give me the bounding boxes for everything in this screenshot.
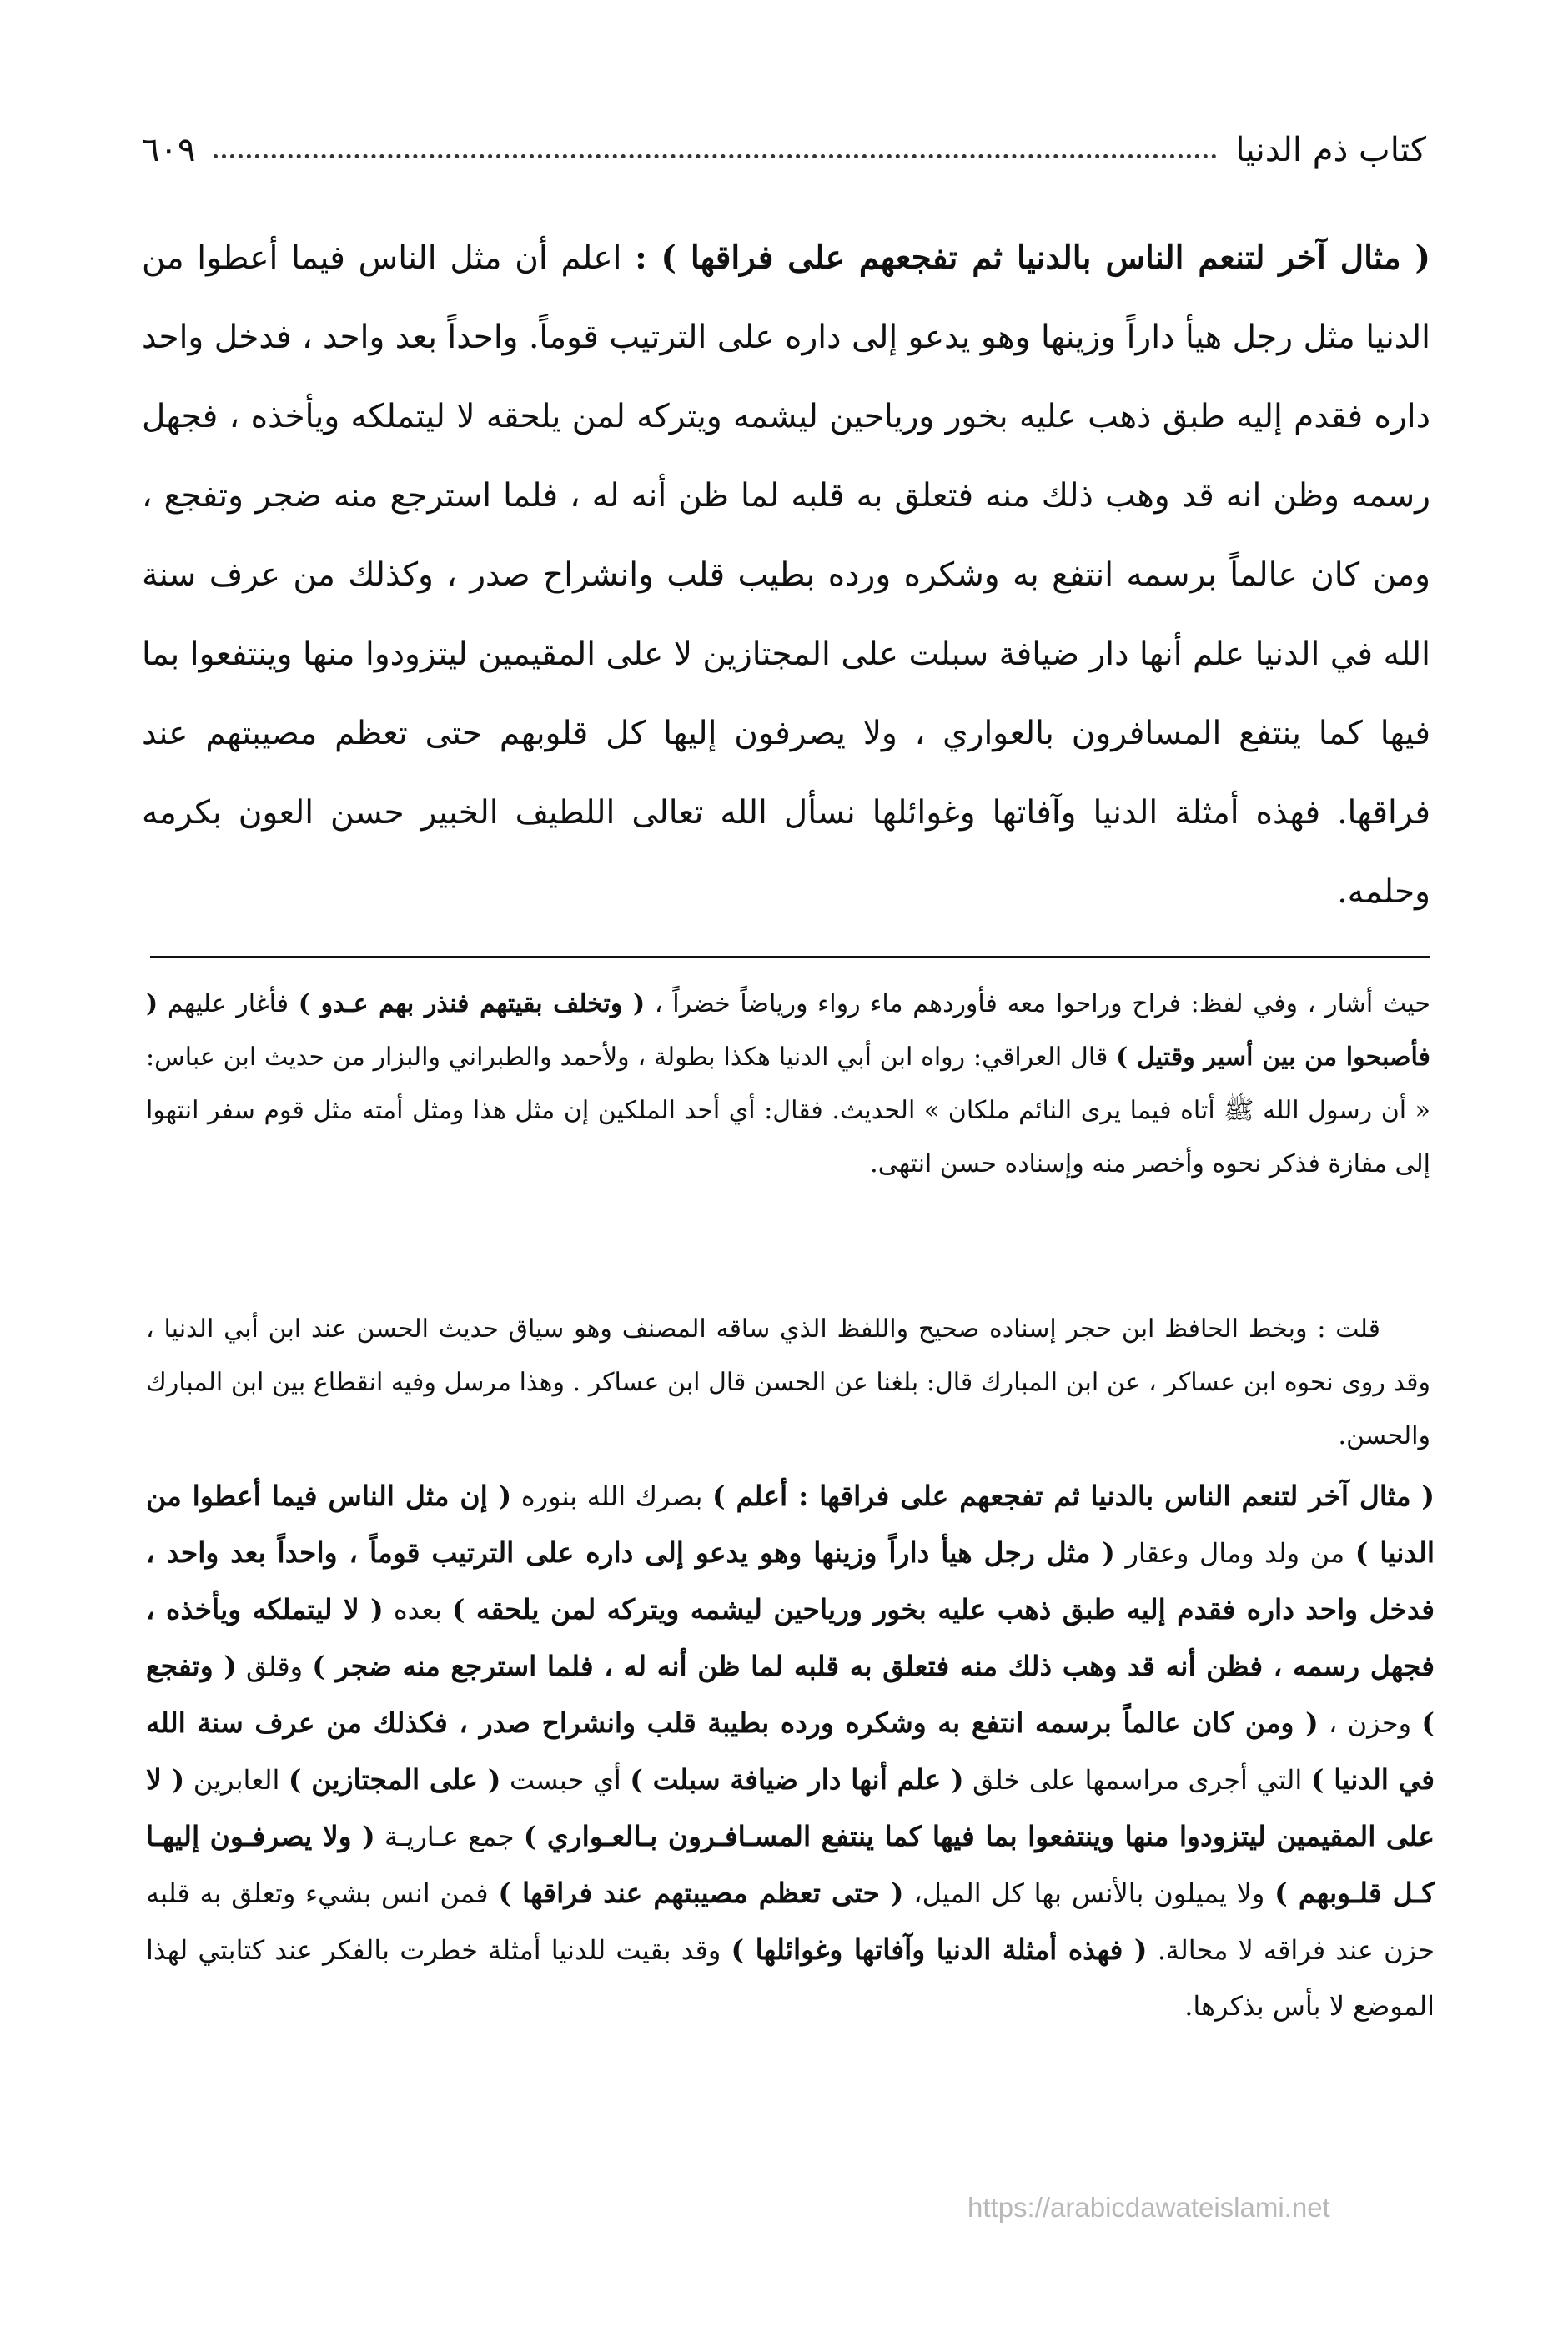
page-header — [142, 125, 1426, 175]
main-heading: ( مثال آخر لتنعم الناس بالدنيا ثم تفجعهم على فراقها ) : — [635, 239, 1431, 277]
commentary-text-1: بصرك الله بنوره — [520, 1480, 703, 1512]
running-title: كتاب ذم الدنيا — [1235, 131, 1426, 169]
footnote-paragraph-1 — [146, 978, 1430, 1191]
commentary-text-11: فمن انس بشيء وتعلق به قلبه حزن عند فراقه لا محالة. — [146, 1877, 1435, 1966]
footnote-separator — [150, 956, 1430, 958]
commentary-quote-1: ( مثال آخر لتنعم الناس بالدنيا ثم تفجعهم على فراقها : أعلم ) — [711, 1480, 1435, 1512]
commentary-quote-11: ( حتى تعظم مصيبتهم عند فراقها ) — [498, 1877, 904, 1909]
footnote1-text-2: فأغار عليهم — [167, 989, 289, 1018]
commentary-quote-3: ( مثل رجل هيأ داراً وزينها وهو يدعو إلى داره على الترتيب قوماً ، واحداً بعد واحد ، فدخل واحد داره فقدم إليه طبق ذهب عليه بخور ورياحين ليشمه ويتركه لمن يلحقه ) — [146, 1536, 1435, 1626]
commentary-text-12: وقد بقيت للدنيا أمثلة خطرت بالفكر عند كتابتي لهذا الموضع لا بأس بذكرها. — [146, 1934, 1435, 2022]
commentary-quote-9: ( لا على المقيمين ليتزودوا منها وينتفعوا بما فيها كما ينتفع المسـافـرون بـالعـواري ) — [146, 1763, 1435, 1852]
header-dotted-leader — [214, 154, 1217, 158]
main-text — [142, 219, 1430, 932]
footnote1-text-3: قال العراقي: رواه ابن أبي الدنيا هكذا بطولة ، ولأحمد والطبراني والبزار من حديث ابن عباس: « أن رسول الله ﷺ أتاه فيما يرى النائم ملكان » الحديث. فقال: أي أحد الملكين إن مثل هذا ومثل أمته مثل قوم سفر انتهوا إلى مفازة فذكر نحوه وأخصر منه وإسناده حسن انتهى. — [146, 1043, 1430, 1179]
commentary-quote-10: ( ولا يصرفـون إليهـا كـل قلـوبهم ) — [146, 1820, 1435, 1909]
commentary-quote-12: ( فهذه أمثلة الدنيا وآفاتها وغوائلها ) — [731, 1933, 1148, 1966]
commentary-text-5: وحزن ، — [1329, 1707, 1412, 1739]
commentary-text-6: التي أجرى مراسمها على خلق — [972, 1764, 1303, 1796]
commentary-quote-2: ( إن مثل الناس فيما أعطوا من الدنيا ) — [146, 1480, 1435, 1569]
commentary-text-4: وقلق — [246, 1651, 304, 1682]
commentary-quote-4: ( لا ليتملكه ويأخذه ، فجهل رسمه ، فظن أنه قد وهب ذلك منه فتعلق به قلبه لما ظن أنه له ، فلما استرجع منه ضجر ) — [146, 1593, 1435, 1682]
commentary-quote-8: ( على المجتازين ) — [288, 1763, 501, 1796]
commentary-block — [146, 1468, 1435, 2034]
commentary-text-3: بعده — [393, 1594, 442, 1626]
page-number: ٦٠٩ — [142, 131, 196, 169]
commentary-quote-6: ( ومن كان عالماً برسمه انتفع به وشكره ورده بطيبة قلب وانشراح صدر ، فكذلك من عرف سنة الله في الدنيا ) — [146, 1706, 1435, 1796]
footnote1-quote-1: ( وتخلف بقيتهم فنذر بهم عـدو ) — [298, 989, 646, 1018]
commentary-text-10: ولا يميلون بالأنس بها كل الميل، — [913, 1877, 1265, 1909]
footnote2-text: قلت : وبخط الحافظ ابن حجر إسناده صحيح واللفظ الذي ساقه المصنف وهو سياق حديث الحسن عند ابن أبي الدنيا ، وقد روى نحوه ابن عساكر ، عن ابن المبارك قال: بلغنا عن الحسن قال ابن عساكر . وهذا مرسل وفيه انقطاع بين ابن المبارك والحسن. — [146, 1314, 1430, 1450]
commentary-text-9: جمع عـاريـة — [384, 1821, 515, 1852]
watermark-url: https://arabicdawateislami.net — [967, 2192, 1330, 2223]
commentary-quote-5: ( وتفجع ) — [146, 1650, 1435, 1739]
main-body: اعلم أن مثل الناس فيما أعطوا من الدنيا مثل رجل هيأ داراً وزينها وهو يدعو إلى داره على الترتيب قوماً. واحداً بعد واحد ، فدخل واحد داره فقدم إليه طبق ذهب عليه بخور ورياحين ليشمه ويتركه لمن يلحقه لا ليتملكه ويأخذه ، فجهل رسمه وظن انه قد وهب ذلك منه فتعلق به قلبه لما ظن أنه له ، فلما استرجع منه ضجر وتفجع ، ومن كان عالماً برسمه انتفع به وشكره ورده بطيب قلب وانشراح صدر ، وكذلك من عرف سنة الله في الدنيا علم أنها دار ضيافة سبلت على المجتازين لا على المقيمين ليتزودوا منها وينتفعوا بما فيها كما ينتفع المسافرون بالعواري ، ولا يصرفون إليها كل قلوبهم حتى تعظم مصيبتهم عند فراقها. فهذه أمثلة الدنيا وآفاتها وغوائلها نسأل الله تعالى اللطيف الخبير حسن العون بكرمه وحلمه. — [142, 239, 1430, 911]
commentary-text-8: العابرين — [193, 1764, 280, 1796]
commentary-quote-7: ( علم أنها دار ضيافة سبلت ) — [630, 1763, 964, 1796]
commentary-text-7: أي حبست — [509, 1764, 621, 1796]
footnote1-quote-2: ( فأصبحوا من بين أسير وقتيل ) — [146, 989, 1430, 1072]
footnote-paragraph-2 — [146, 1303, 1430, 1463]
footnote1-text-1: حيث أشار ، وفي لفظ: فراح وراحوا معه فأوردهم ماء رواء ورياضاً خضراً ، — [654, 989, 1430, 1018]
commentary-text-2: من ولد ومال وعقار — [1125, 1537, 1345, 1569]
